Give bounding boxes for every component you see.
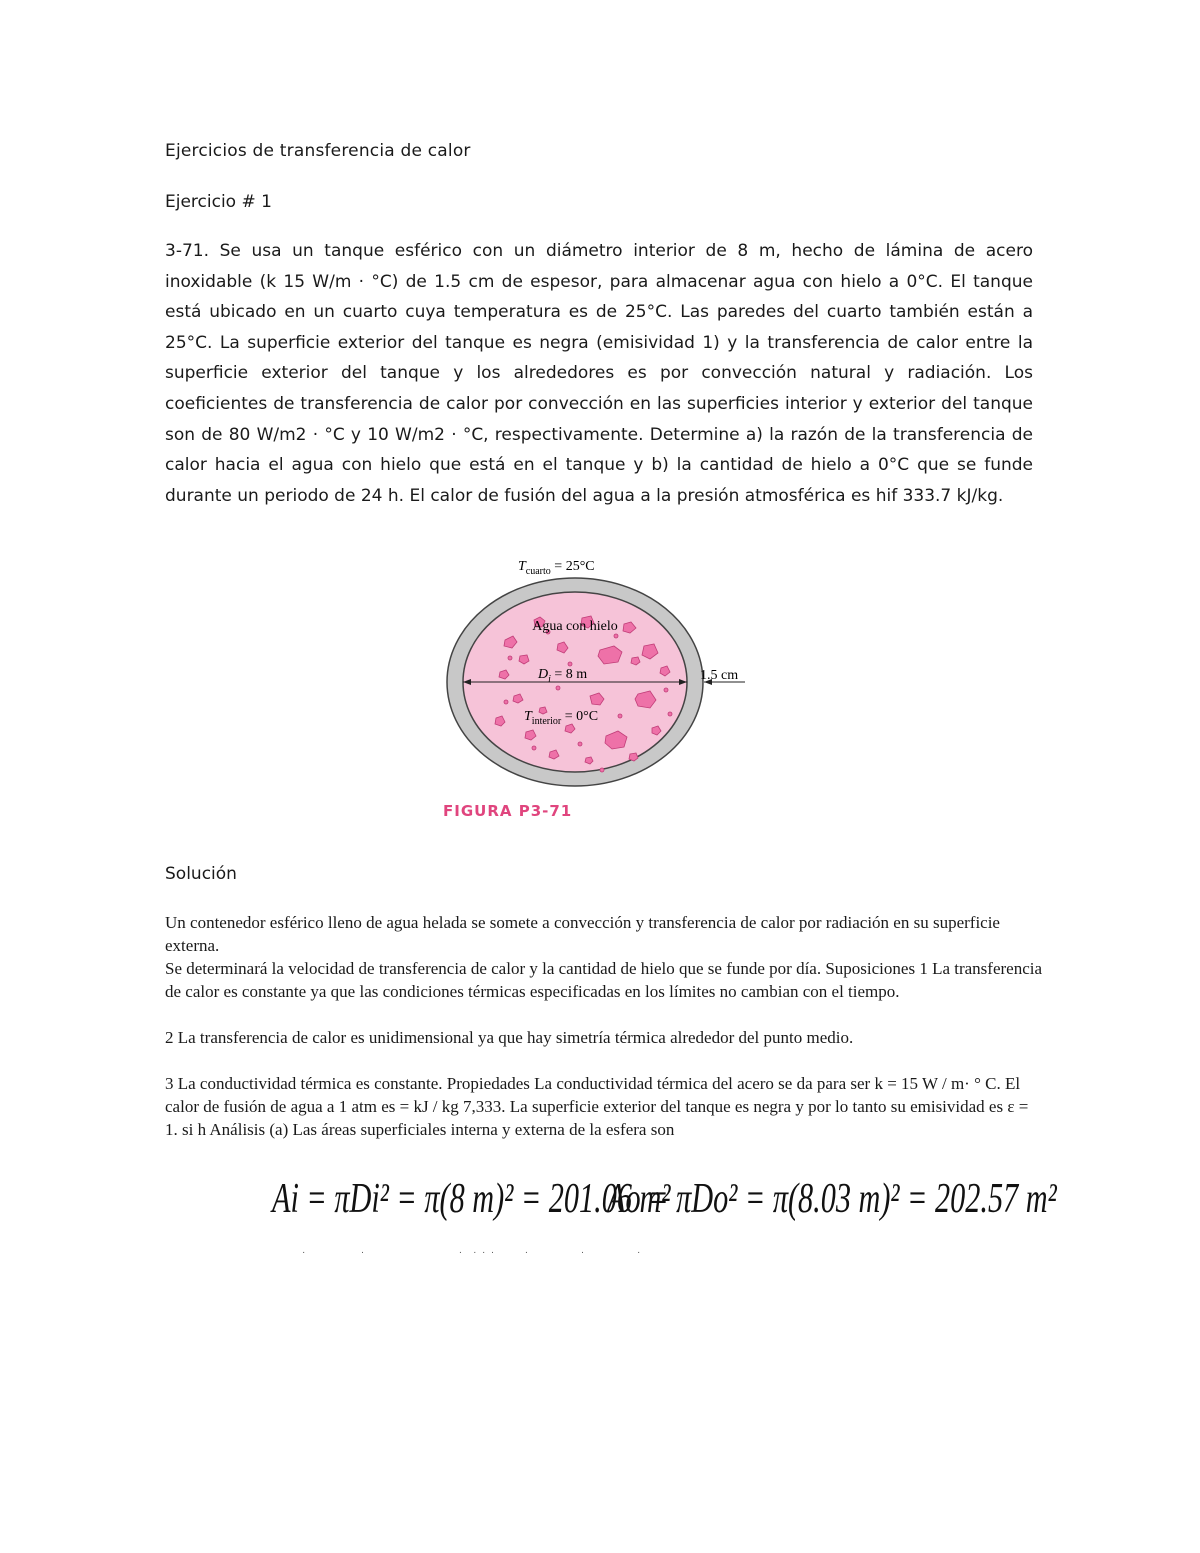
diameter-label: $D_i = 8$ m — [538, 667, 588, 685]
solution-paragraph-1: Un contenedor esférico lleno de agua helada se somete a convección y transferencia de calor por radiación en su superficie externa. — [165, 913, 1000, 955]
outer-area-equation: Ao = πDo² = π(8.03 m)² = 202.57 m² — [607, 1176, 1057, 1222]
figure-caption: FIGURA P3-71 — [443, 802, 573, 820]
document-title: Ejercicios de transferencia de calor — [165, 141, 471, 161]
problem-statement: 3-71. Se usa un tanque esférico con un diámetro interior de 8 m, hecho de lámina de acero inoxidable (k 15 W/m · °C) de 1.5 cm de espesor, para almacenar agua con hielo a 0°C. El tanque está ubicado en un cuarto cuya temperatura es de 25°C. Las paredes del cuarto también están a 25°C. La superficie exterior del tanque es negra (emisividad 1) y la transferencia de calor entre la superficie exterior del tanque y los alrededores es por convección natural y radiación. Los coeficientes de transferencia de calor por convección en las superficies interior y exterior del tanque son de 80 W/m2 · °C y 10 W/m2 · °C, respectivamente. Determine a) la razón de la transferencia de calor hacia el agua con hielo que está en el tanque y b) la cantidad de hielo a 0°C que se funde durante un periodo de 24 h. El calor de fusión del agua a la presión atmosférica es hif 333.7 kJ/kg. — [165, 241, 1033, 506]
thickness-label: 1.5 cm — [700, 668, 739, 683]
solution-paragraph-4: 3 La conductividad térmica es constante. Propiedades La conductividad térmica del acero se da para ser k = 15 W / m· ° C. El calor de fusión de agua a 1 atm es = kJ / kg 7,333. La superficie exterior del tanque es negra y por lo tanto su emisividad es ε = 1. si h Análisis (a) Las áreas superficiales interna y externa de la esfera son — [165, 1074, 1029, 1139]
inside-label: Agua con hielo — [532, 619, 618, 634]
area-equations — [272, 1175, 1057, 1265]
equation-artifact-dots: · · · · · · · · · — [302, 1247, 641, 1258]
solution-paragraph-3: 2 La transferencia de calor es unidimensional ya que hay simetría térmica alrededor del punto medio. — [165, 1028, 854, 1047]
room-temp-label: $T_{cuarto} = 25^\circ C$ — [518, 559, 595, 577]
solution-paragraph-2: Se determinará la velocidad de transferencia de calor y la cantidad de hielo que se funde por día. Suposiciones 1 La transferencia de calor es constante ya que las condiciones térmicas especificadas en los límites no cambian con el tiempo. — [165, 959, 1043, 1001]
inner-area-equation: Ai = πDi² = π(8 m)² = 201.06 m² — [272, 1176, 671, 1222]
exercise-heading: Ejercicio # 1 — [165, 192, 272, 212]
inner-temp-label: $T_{interior} = 0^\circ C$ — [524, 709, 599, 727]
spherical-tank-diagram — [430, 548, 770, 833]
figure-p3-71 — [430, 548, 770, 833]
solution-heading: Solución — [165, 864, 237, 884]
